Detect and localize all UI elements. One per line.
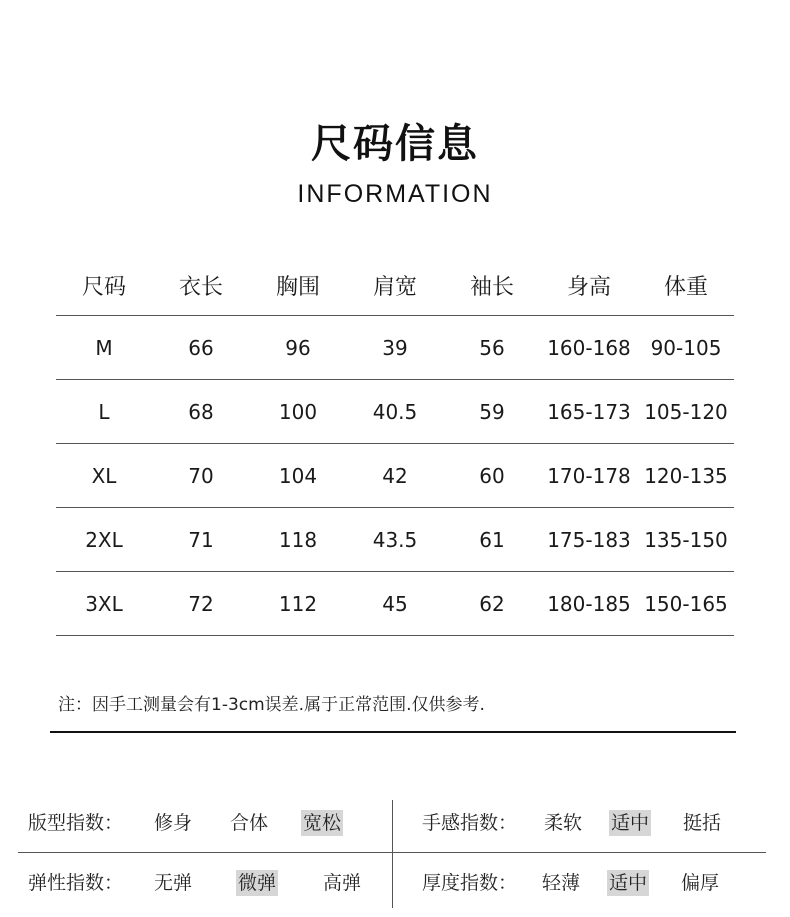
- fit-option-slim: 修身: [154, 812, 193, 834]
- table-cell: 180-185: [547, 591, 631, 616]
- column-header-weight: 体重: [663, 274, 708, 300]
- measurement-note: 注：因手工测量会有1-3cm误差.属于正常范围.仅供参考.: [58, 695, 485, 715]
- size-table: [56, 255, 734, 636]
- column-header-chest: 胸围: [275, 274, 320, 300]
- properties-column-divider: [392, 800, 393, 908]
- table-header-row: [56, 255, 734, 316]
- table-cell: 72: [188, 591, 214, 616]
- table-cell: 104: [278, 463, 318, 488]
- table-row: [56, 316, 734, 380]
- table-cell: 170-178: [547, 463, 631, 488]
- table-cell: 62: [479, 591, 505, 616]
- thickness-option-thick: 偏厚: [681, 872, 720, 894]
- table-cell: 150-165: [644, 591, 728, 616]
- table-cell: 112: [278, 591, 318, 616]
- fabric-properties: [18, 800, 766, 910]
- table-cell: XL: [91, 463, 117, 488]
- table-cell: 105-120: [644, 399, 728, 424]
- table-cell: 45: [382, 591, 408, 616]
- table-cell: 165-173: [547, 399, 631, 424]
- table-cell: 40.5: [372, 399, 418, 424]
- table-row: [56, 444, 734, 508]
- column-header-length: 衣长: [178, 274, 223, 300]
- fit-option-loose: 宽松: [303, 812, 342, 834]
- elasticity-option-none: 无弹: [154, 872, 193, 894]
- table-cell: 160-168: [547, 335, 631, 360]
- table-cell: 60: [479, 463, 505, 488]
- column-header-size: 尺码: [81, 274, 126, 300]
- table-cell: 66: [188, 335, 214, 360]
- table-row: [56, 572, 734, 636]
- table-cell: 118: [278, 527, 318, 552]
- column-header-shoulder: 肩宽: [372, 274, 417, 300]
- table-cell: 135-150: [644, 527, 728, 552]
- table-cell: 120-135: [644, 463, 728, 488]
- table-cell: 42: [382, 463, 408, 488]
- table-cell: 2XL: [85, 527, 123, 552]
- hand-feel-option-stiff: 挺括: [683, 812, 722, 834]
- hand-feel-option-soft: 柔软: [544, 812, 583, 834]
- thickness-option-medium: 适中: [609, 872, 648, 894]
- table-cell: 175-183: [547, 527, 631, 552]
- fit-option-regular: 合体: [230, 812, 269, 834]
- thickness-label: 厚度指数：: [422, 872, 518, 894]
- table-cell: 68: [188, 399, 214, 424]
- elasticity-label: 弹性指数：: [28, 872, 124, 894]
- hand-feel-label: 手感指数：: [422, 812, 518, 834]
- table-cell: 61: [479, 527, 505, 552]
- table-cell: 3XL: [85, 591, 123, 616]
- table-cell: 43.5: [372, 527, 418, 552]
- hand-feel-option-medium: 适中: [611, 812, 650, 834]
- table-cell: M: [95, 335, 113, 360]
- table-cell: 56: [479, 335, 505, 360]
- table-cell: 71: [188, 527, 214, 552]
- table-cell: 90-105: [650, 335, 722, 360]
- table-cell: 70: [188, 463, 214, 488]
- section-divider: [50, 731, 736, 733]
- column-header-height: 身高: [566, 274, 611, 300]
- elasticity-option-slight: 微弹: [238, 872, 277, 894]
- elasticity-option-high: 高弹: [323, 872, 362, 894]
- page-title: 尺码信息: [311, 121, 479, 167]
- table-cell: 59: [479, 399, 505, 424]
- table-cell: 39: [382, 335, 408, 360]
- fit-label: 版型指数：: [28, 812, 124, 834]
- table-cell: 100: [278, 399, 318, 424]
- table-cell: L: [98, 399, 110, 424]
- page-subtitle: INFORMATION: [297, 180, 493, 208]
- table-row: [56, 380, 734, 444]
- column-header-sleeve: 袖长: [469, 274, 514, 300]
- table-cell: 96: [285, 335, 311, 360]
- thickness-option-thin: 轻薄: [542, 872, 581, 894]
- table-row: [56, 508, 734, 572]
